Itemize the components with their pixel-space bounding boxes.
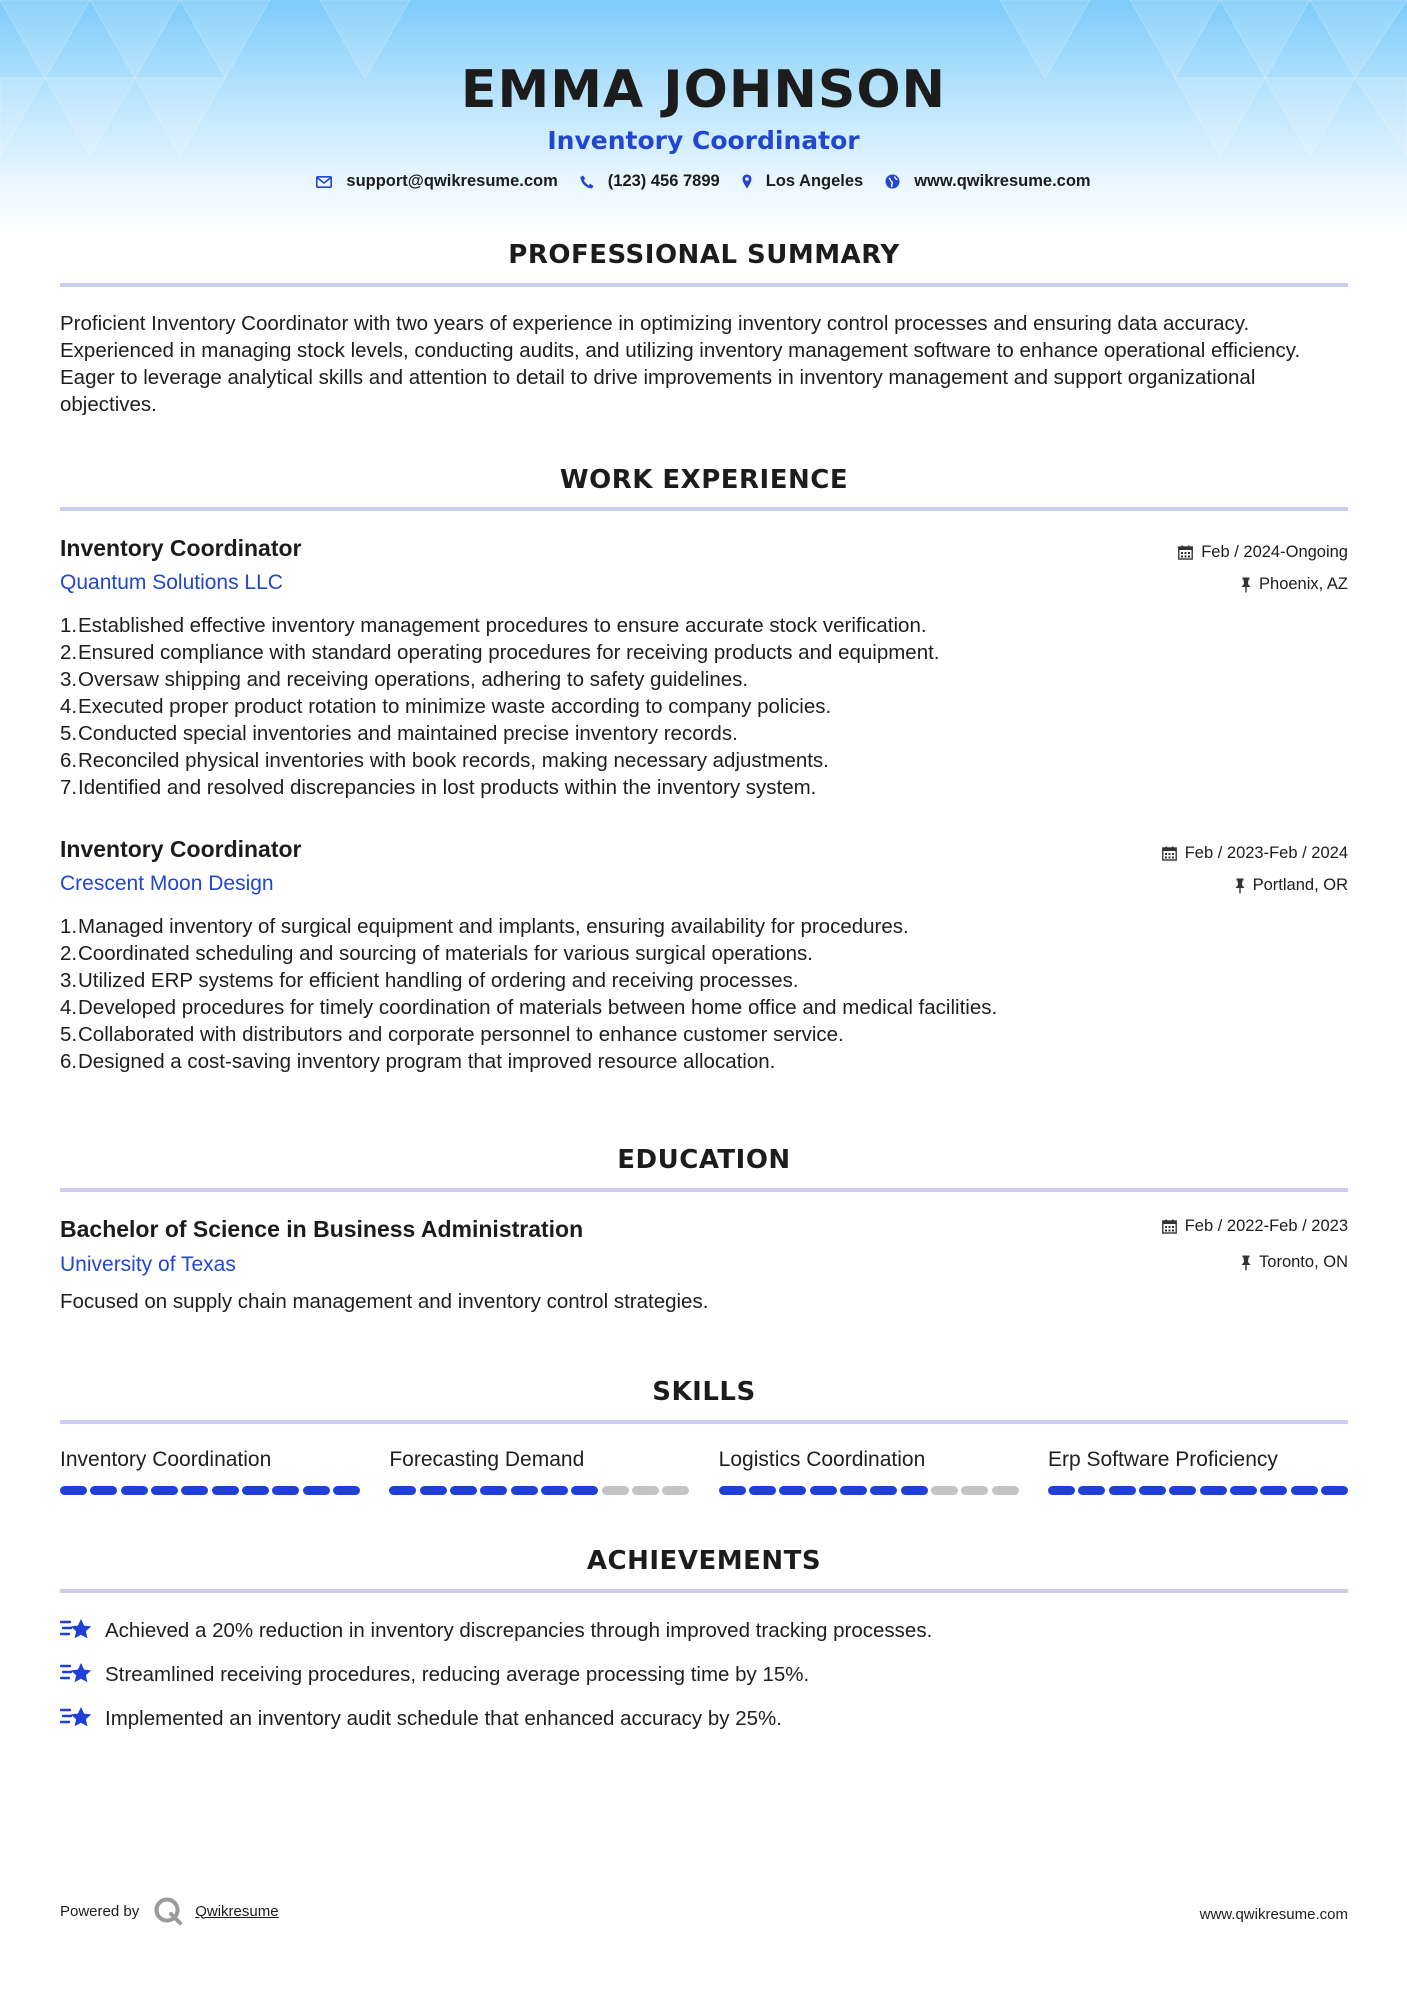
footer-powered-by: [60, 1896, 279, 1926]
job-responsibilities: [60, 913, 1340, 1075]
education-heading: EDUCATION: [617, 1145, 791, 1175]
star-icon: [60, 1704, 93, 1732]
envelope-icon: [316, 176, 332, 188]
section-divider: [60, 507, 1348, 511]
skill-segment-filled: [480, 1486, 507, 1495]
location-label: Phoenix, AZ: [1259, 575, 1348, 593]
skill-segment-empty: [992, 1486, 1019, 1495]
education-location: [1241, 1253, 1348, 1272]
job-location: [1235, 876, 1348, 895]
skill-segment-filled: [840, 1486, 867, 1495]
skill-segment-filled: [1169, 1486, 1196, 1495]
skill-segment-empty: [662, 1486, 689, 1495]
job-location: [1241, 575, 1348, 594]
map-pin-icon: [742, 174, 752, 189]
skill-segment-filled: [870, 1486, 897, 1495]
job-title: Inventory Coordinator: [60, 836, 302, 862]
section-divider: [60, 1420, 1348, 1424]
skill-segment-filled: [420, 1486, 447, 1495]
skill-segment-filled: [779, 1486, 806, 1495]
calendar-icon: [1162, 846, 1177, 861]
skills-list: [60, 1446, 1348, 1495]
footer-website[interactable]: www.qwikresume.com: [1199, 1906, 1348, 1923]
location-label: Toronto, ON: [1259, 1253, 1348, 1271]
skill-segment-filled: [1200, 1486, 1227, 1495]
brand-link[interactable]: Qwikresume: [195, 1902, 279, 1920]
skills-heading: SKILLS: [652, 1377, 756, 1407]
contact-email[interactable]: [316, 172, 557, 191]
resume-header: [0, 56, 1407, 158]
candidate-name: EMMA JOHNSON: [460, 60, 947, 120]
candidate-title: Inventory Coordinator: [547, 126, 860, 155]
skill-name: Forecasting Demand: [389, 1448, 585, 1471]
phone-text: (123) 456 7899: [607, 172, 720, 190]
skill-segment-filled: [749, 1486, 776, 1495]
skill-segment-filled: [450, 1486, 477, 1495]
company-name: Quantum Solutions LLC: [60, 571, 283, 594]
pushpin-icon: [1241, 577, 1251, 593]
skill-segment-filled: [901, 1486, 928, 1495]
website-text: www.qwikresume.com: [914, 172, 1091, 190]
pushpin-icon: [1235, 878, 1245, 894]
star-icon: [60, 1660, 93, 1688]
section-divider: [60, 283, 1348, 287]
skill-segment-filled: [1078, 1486, 1105, 1495]
list-item: 6. Designed a cost-saving inventory program that improved resource allocation.: [60, 1050, 776, 1073]
skill-segment-empty: [961, 1486, 988, 1495]
company-name: Crescent Moon Design: [60, 872, 274, 895]
skill-segment-filled: [181, 1486, 208, 1495]
skill-segment-filled: [1048, 1486, 1075, 1495]
skill-segment-filled: [1260, 1486, 1287, 1495]
skill-segment-empty: [931, 1486, 958, 1495]
skill-segment-filled: [90, 1486, 117, 1495]
skill-level-bar: [719, 1486, 1019, 1495]
skill-segment-filled: [1139, 1486, 1166, 1495]
achievement-item: [60, 1704, 1340, 1732]
skill-segment-filled: [511, 1486, 538, 1495]
skill-segment-empty: [602, 1486, 629, 1495]
list-item: 2. Coordinated scheduling and sourcing of materials for various surgical operations.: [60, 942, 813, 965]
job-dates: [1162, 844, 1348, 863]
calendar-icon: [1178, 545, 1193, 560]
skill-level-bar: [1048, 1486, 1348, 1495]
list-item: 1. Established effective inventory management procedures to ensure accurate stock verification.: [60, 614, 927, 637]
achievement-item: [60, 1660, 1340, 1688]
skill-segment-filled: [272, 1486, 299, 1495]
qwikresume-logo-icon: [153, 1896, 183, 1926]
skill-name: Logistics Coordination: [718, 1448, 926, 1471]
calendar-icon: [1162, 1219, 1177, 1234]
education-description: Focused on supply chain management and inventory control strategies.: [60, 1290, 709, 1313]
job-title: Inventory Coordinator: [60, 535, 302, 561]
skill-segment-filled: [1109, 1486, 1136, 1495]
skill-level-bar: [60, 1486, 360, 1495]
skill-segment-filled: [121, 1486, 148, 1495]
summary-text: Proficient Inventory Coordinator with two years of experience in optimizing inventory control processes and ensuring data accuracy. Experienced in managing stock levels, conducting audits, and utilizing inventory management software to enhance operational efficiency. Eager to leverage analytical skills and attention to detail to drive improvements in inventory management and support organizational objectives.: [60, 312, 1301, 416]
skill-segment-empty: [632, 1486, 659, 1495]
summary-heading: PROFESSIONAL SUMMARY: [508, 240, 900, 270]
skill-segment-filled: [571, 1486, 598, 1495]
skill-item: [1048, 1446, 1348, 1495]
achievement-item: [60, 1616, 1340, 1644]
list-item: 6. Reconciled physical inventories with book records, making necessary adjustments.: [60, 749, 829, 772]
job-responsibilities: [60, 612, 1340, 801]
date-range: Feb / 2022-Feb / 2023: [1184, 1217, 1348, 1235]
list-item: 3. Utilized ERP systems for efficient handling of ordering and receiving processes.: [60, 969, 799, 992]
skill-item: [389, 1446, 689, 1495]
contact-location: [742, 172, 864, 191]
experience-heading: WORK EXPERIENCE: [559, 465, 849, 495]
location-label: Portland, OR: [1252, 876, 1348, 894]
skill-segment-filled: [242, 1486, 269, 1495]
skill-item: [719, 1446, 1019, 1495]
list-item: 3. Oversaw shipping and receiving operations, adhering to safety guidelines.: [60, 668, 749, 691]
list-item: 5. Collaborated with distributors and corporate personnel to enhance customer service.: [60, 1023, 844, 1046]
skill-segment-filled: [1230, 1486, 1257, 1495]
list-item: 4. Developed procedures for timely coordination of materials between home office and medical facilities.: [60, 996, 998, 1019]
skill-segment-filled: [810, 1486, 837, 1495]
skill-segment-filled: [303, 1486, 330, 1495]
list-item: 4. Executed proper product rotation to minimize waste according to company policies.: [60, 695, 832, 718]
achievements-heading: ACHIEVEMENTS: [586, 1546, 822, 1576]
contact-website[interactable]: [885, 172, 1090, 191]
pushpin-icon: [1241, 1255, 1251, 1271]
achievement-text: Implemented an inventory audit schedule that enhanced accuracy by 25%.: [105, 1706, 782, 1730]
list-item: 1. Managed inventory of surgical equipment and implants, ensuring availability for procedures.: [60, 915, 909, 938]
school-name: University of Texas: [60, 1253, 236, 1276]
job-dates: [1178, 543, 1348, 562]
contact-phone[interactable]: [580, 172, 720, 191]
skill-item: [60, 1446, 360, 1495]
education-dates: [1162, 1217, 1348, 1236]
contact-bar: [0, 172, 1407, 191]
skill-segment-filled: [212, 1486, 239, 1495]
skill-segment-filled: [151, 1486, 178, 1495]
skill-segment-filled: [541, 1486, 568, 1495]
section-divider: [60, 1589, 1348, 1593]
skill-segment-filled: [1291, 1486, 1318, 1495]
list-item: 5. Conducted special inventories and maintained precise inventory records.: [60, 722, 738, 745]
powered-by-label: Powered by: [60, 1902, 140, 1920]
date-range: Feb / 2023-Feb / 2024: [1184, 844, 1348, 862]
list-item: 7. Identified and resolved discrepancies in lost products within the inventory system.: [60, 776, 817, 799]
skill-segment-filled: [719, 1486, 746, 1495]
achievement-text: Achieved a 20% reduction in inventory discrepancies through improved tracking processes.: [105, 1618, 933, 1642]
section-divider: [60, 1188, 1348, 1192]
skill-segment-filled: [333, 1486, 360, 1495]
list-item: 2. Ensured compliance with standard operating procedures for receiving products and equipment.: [60, 641, 940, 664]
globe-icon: [885, 174, 900, 189]
skill-segment-filled: [389, 1486, 416, 1495]
skill-name: Erp Software Proficiency: [1047, 1448, 1278, 1471]
degree-title: Bachelor of Science in Business Administration: [60, 1216, 584, 1242]
email-text: support@qwikresume.com: [346, 172, 558, 190]
skill-segment-filled: [60, 1486, 87, 1495]
date-range: Feb / 2024-Ongoing: [1201, 543, 1348, 561]
skill-segment-filled: [1321, 1486, 1348, 1495]
location-text: Los Angeles: [765, 172, 864, 190]
star-icon: [60, 1616, 93, 1644]
achievement-text: Streamlined receiving procedures, reducing average processing time by 15%.: [105, 1662, 810, 1686]
skill-level-bar: [389, 1486, 689, 1495]
skill-name: Inventory Coordination: [60, 1448, 272, 1471]
phone-icon: [580, 175, 594, 189]
